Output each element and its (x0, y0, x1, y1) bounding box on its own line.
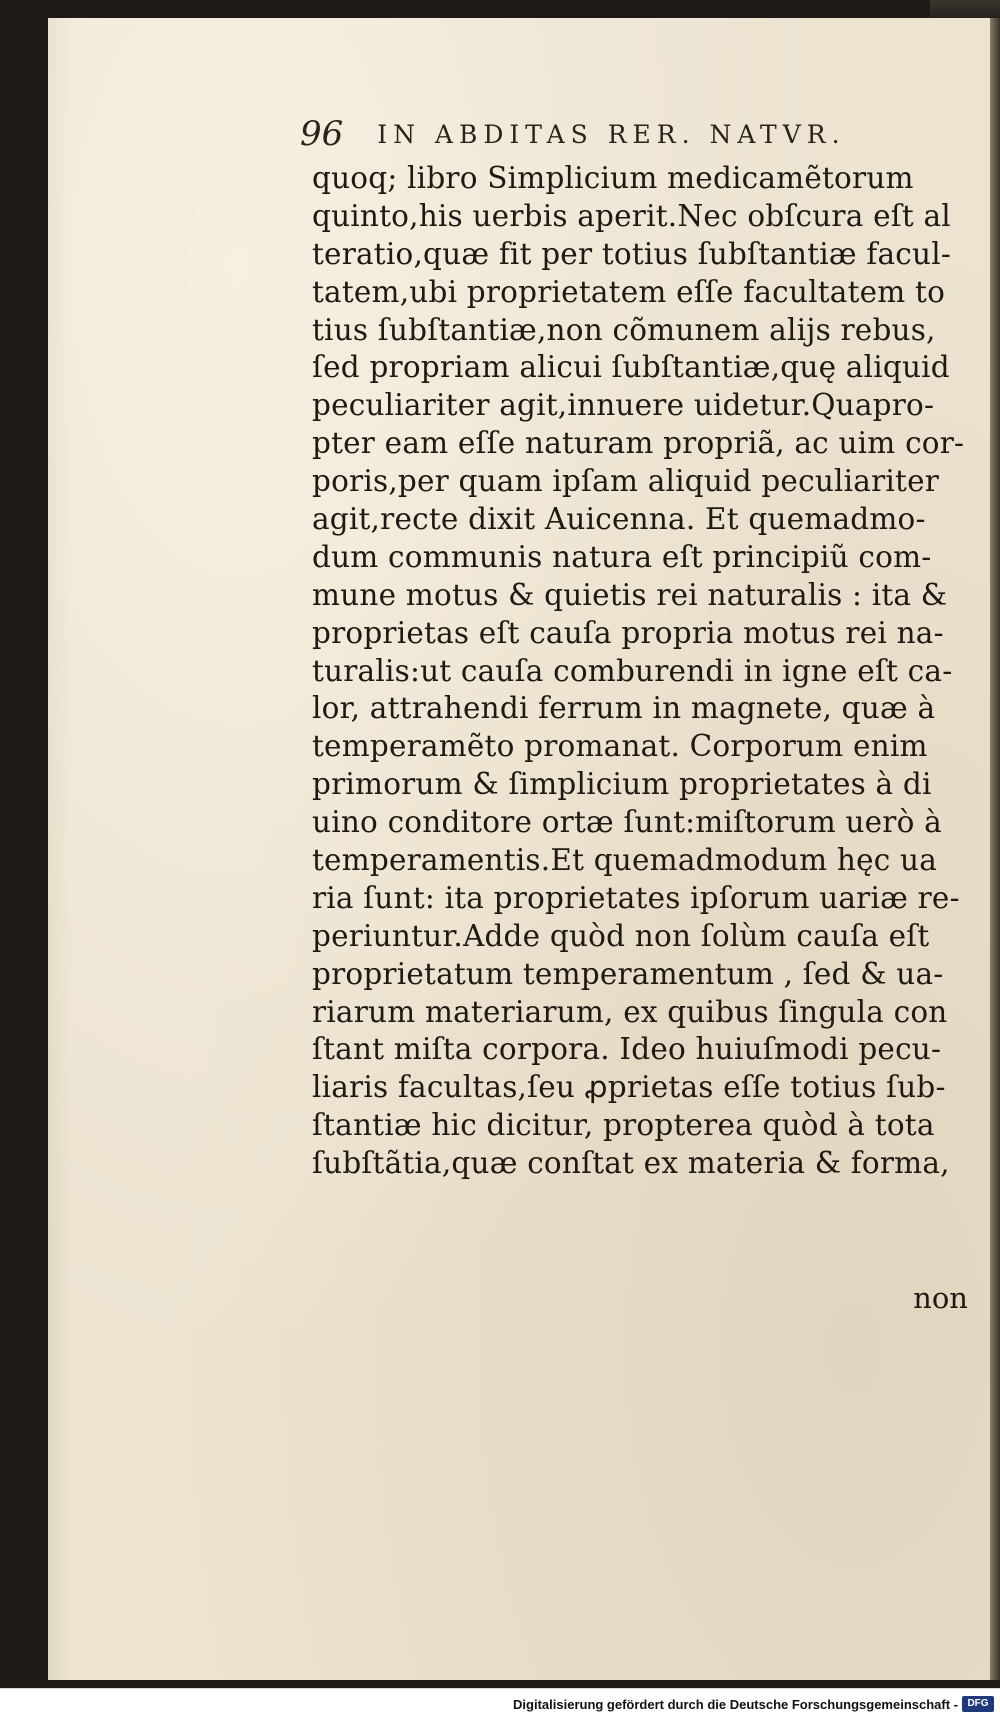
text-line: agit,recte dixit Auicenna. Et quemadmo- (312, 502, 926, 537)
text-line: turalis:ut cauſa comburendi in igne eſt ca- (312, 653, 953, 688)
text-line: primorum & ſimplicium proprietates à di (312, 767, 932, 802)
text-line: ſtant miſta corpora. Ideo huiuſmodi pecu- (312, 1032, 942, 1067)
text-line: ria ſunt: ita proprietates ipſorum uariæ re- (312, 880, 960, 915)
page-edge (990, 18, 1000, 1680)
catchword: non (913, 1281, 968, 1315)
text-line: teratio,quæ fit per totius ſubſtantiæ facul- (312, 236, 952, 271)
text-line: proprietatum temperamentum , ſed & ua- (312, 956, 944, 991)
text-line: pter eam eſſe naturam propriã, ac uim cor- (312, 426, 965, 461)
footer-bar (0, 1688, 1000, 1721)
text-line: poris,per quam ipſam aliquid peculiariter (312, 464, 940, 499)
text-line: ſubſtãtia,quæ conſtat ex materia & forma, (312, 1146, 950, 1181)
text-line: mune motus & quietis rei naturalis : ita & (312, 577, 948, 612)
text-line: peculiariter agit,innuere uidetur.Quapro- (312, 388, 935, 423)
text-line: periuntur.Adde quòd non ſolùm cauſa eſt (312, 918, 930, 953)
text-line: temperamentis.Et quemadmodum hęc ua (312, 843, 938, 878)
text-line: tius ſubſtantiæ,non cõmunem aliјs rebus, (312, 312, 936, 347)
page-number: 96 (300, 114, 344, 154)
text-line: proprietas eſt cauſa propria motus rei na- (312, 615, 944, 650)
text-line: ſed propriam alicui ſubſtantiæ,quę aliquid (312, 350, 950, 385)
text-line: quinto,his uerbis aperit.Nec obſcura eſt al (312, 198, 951, 233)
text-line: uino conditore ortæ ſunt:miſtorum uerò à (312, 805, 942, 840)
dfg-logo: DFG (962, 1696, 994, 1712)
text-line: temperamẽto promanat. Corporum enim (312, 729, 928, 764)
text-line: riarum materiarum, ex quibus ſingula con (312, 994, 948, 1029)
text-line: tatem,ubi proprietatem eſſe facultatem to (312, 274, 946, 309)
running-head: IN ABDITAS RER. NATVR. (377, 120, 846, 149)
page-header (300, 114, 940, 154)
text-line: ſtantiæ hic dicitur, propterea quòd à tota (312, 1108, 935, 1143)
text-line: dum communis natura eſt principiũ com- (312, 539, 932, 574)
digitization-credit: Digitalisierung gefördert durch die Deutsche Forschungsgemeinschaft - (513, 1697, 958, 1712)
text-line: liaris facultas,ſeu ꝓprietas eſſe totius ſub- (312, 1070, 946, 1105)
body-text (312, 160, 972, 1183)
text-line: lor, attrahendi ferrum in magnete, quæ à (312, 691, 936, 726)
text-line: quoq; libro Simplicium medicamẽtorum (312, 161, 914, 195)
